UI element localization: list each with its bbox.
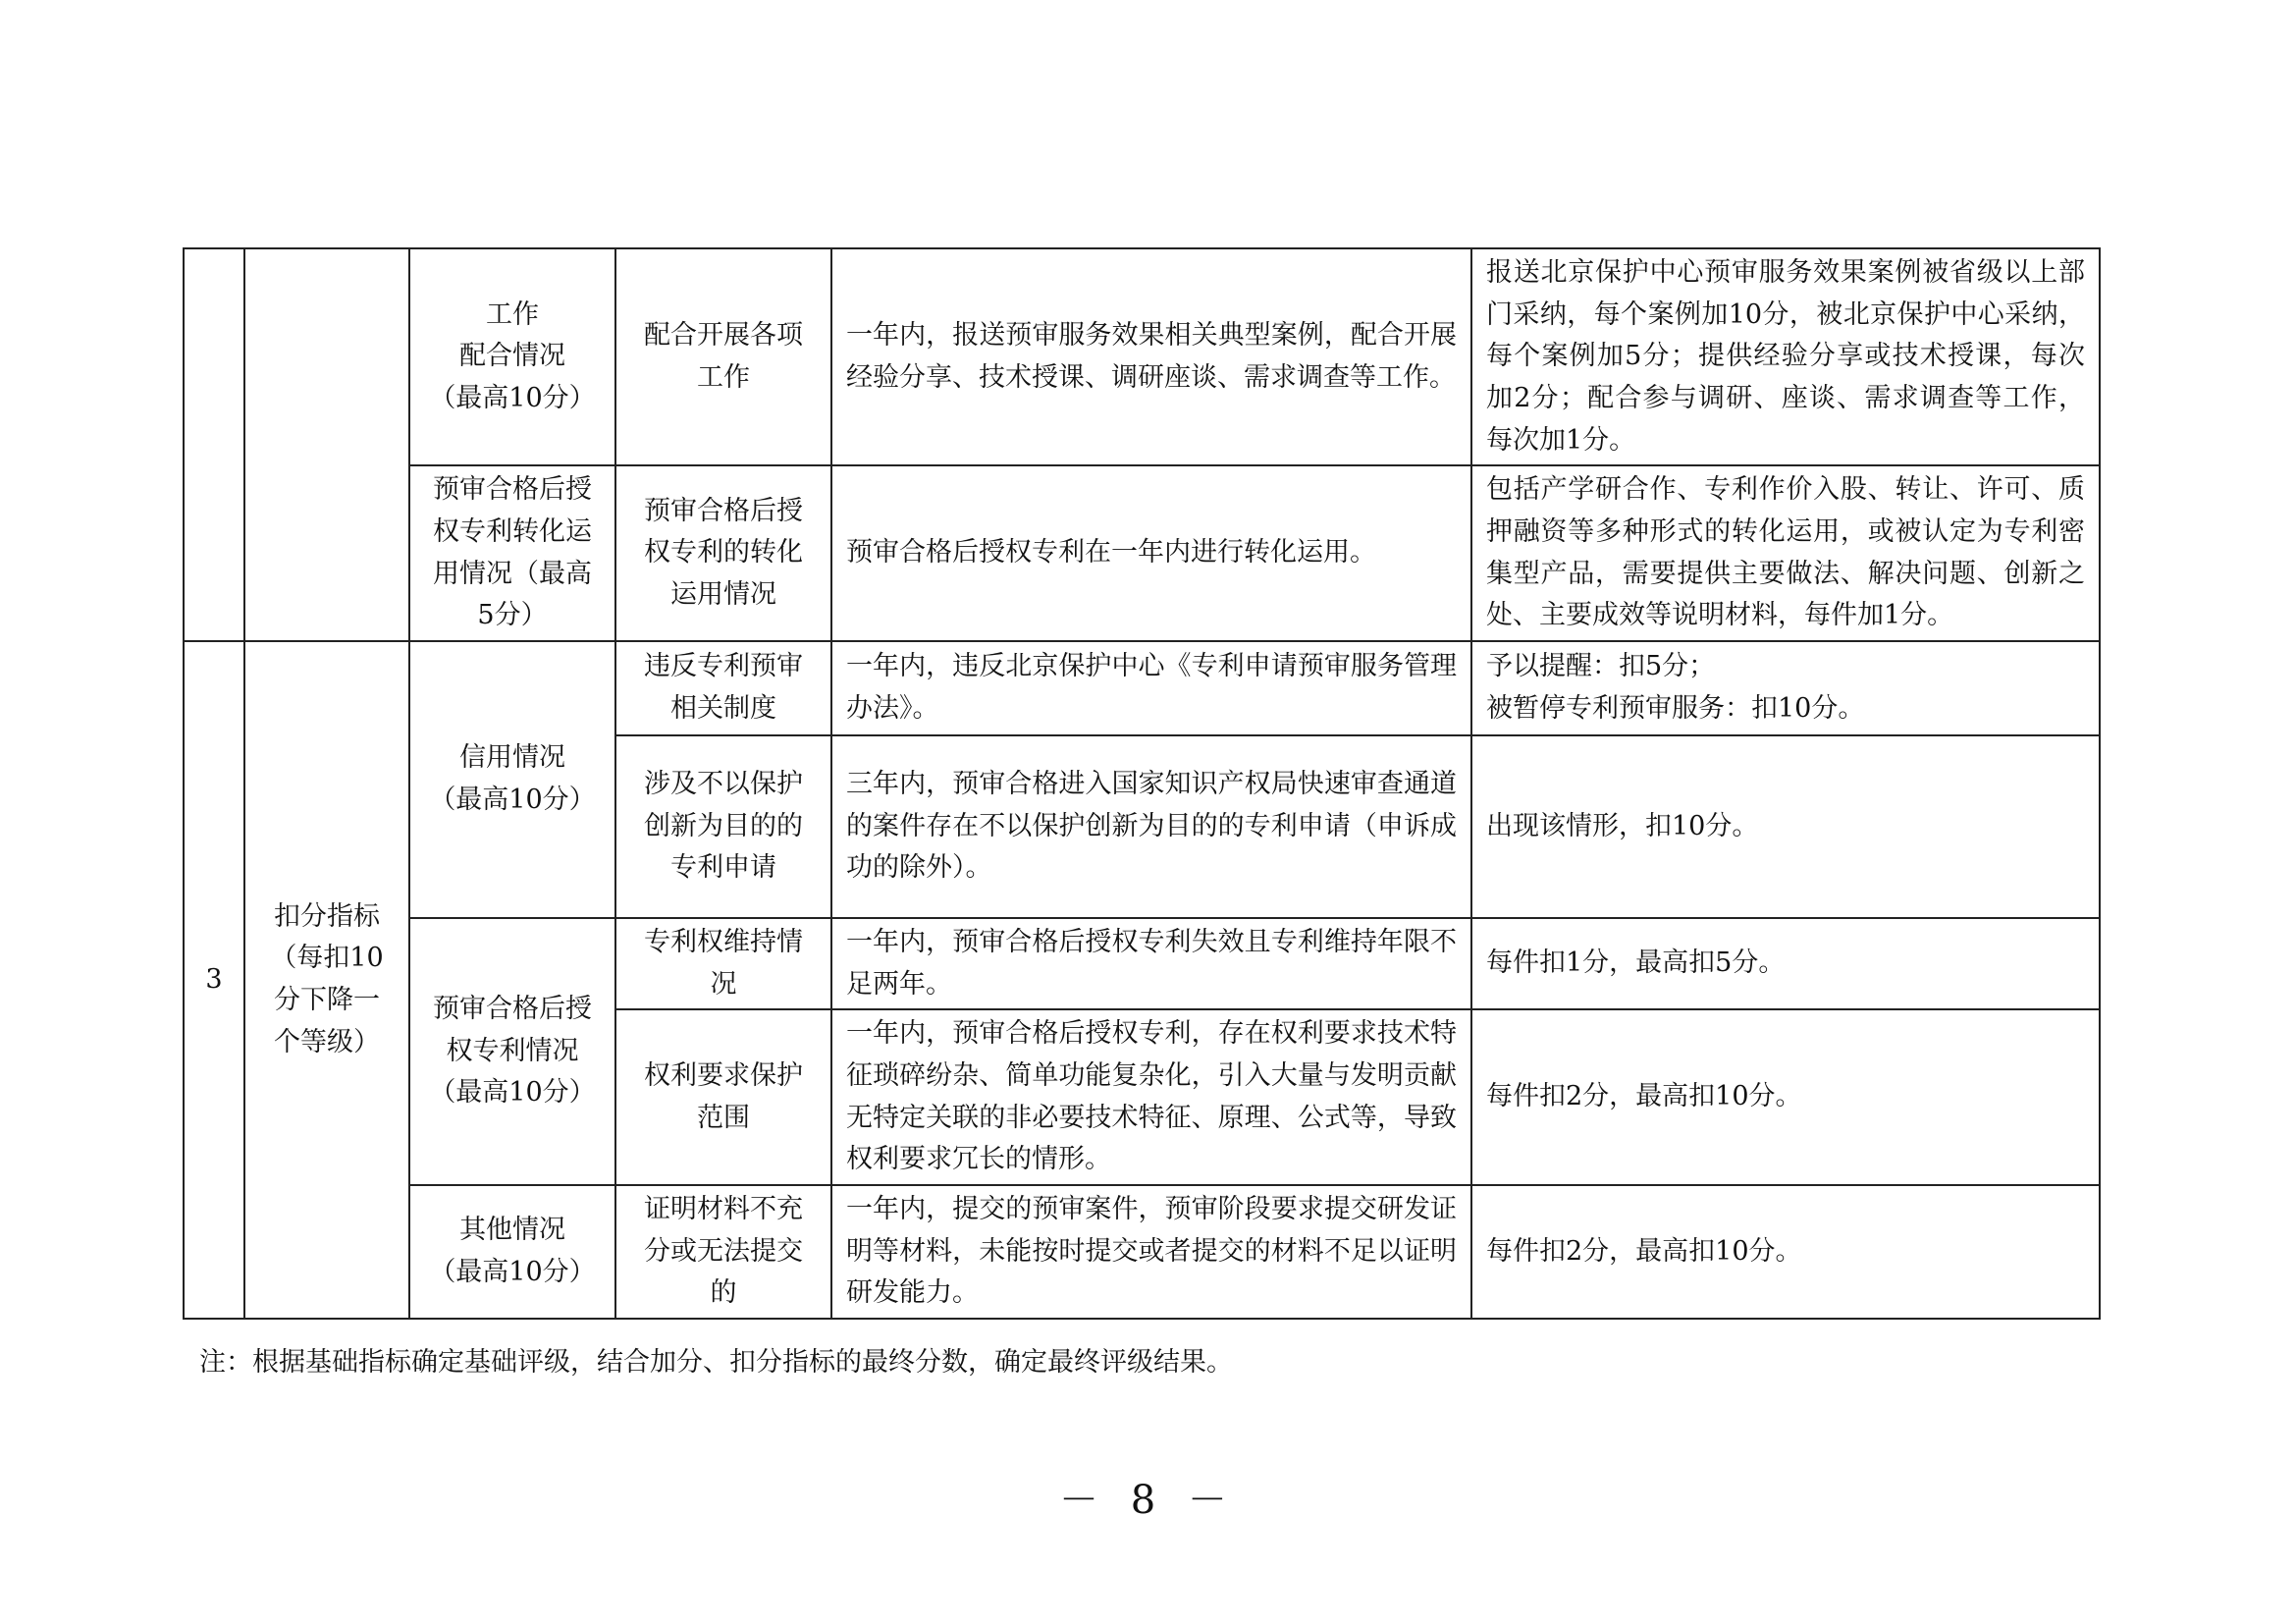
page-number: － 8 －	[1059, 1478, 1237, 1523]
content-cell: 一年内，预审合格后授权专利失效且专利维持年限不足两年。	[831, 918, 1471, 1009]
subitem-cell: 权利要求保护 范围	[615, 1009, 831, 1185]
subitem-cell: 预审合格后授 权专利的转化 运用情况	[615, 465, 831, 641]
subitem-cell: 涉及不以保护 创新为目的的 专利申请	[615, 735, 831, 918]
category-cell	[244, 248, 409, 641]
subitem-cell: 证明材料不充 分或无法提交 的	[615, 1185, 831, 1319]
item-cell: 工作 配合情况 （最高10分）	[409, 248, 615, 465]
scoring-cell: 出现该情形，扣10分。	[1471, 735, 2100, 918]
table-row	[184, 918, 2100, 1009]
subitem-cell: 违反专利预审 相关制度	[615, 641, 831, 735]
subitem-cell: 专利权维持情 况	[615, 918, 831, 1009]
category-cell: 扣分指标 （每扣10 分下降一 个等级）	[244, 641, 409, 1319]
content-cell: 一年内，报送预审服务效果相关典型案例，配合开展经验分享、技术授课、调研座谈、需求调查等工作。	[831, 248, 1471, 465]
content-cell: 一年内，预审合格后授权专利，存在权利要求技术特征琐碎纷杂、简单功能复杂化，引入大量与发明贡献无特定关联的非必要技术特征、原理、公式等，导致权利要求冗长的情形。	[831, 1009, 1471, 1185]
row-number-cell	[184, 248, 244, 641]
scoring-cell: 每件扣2分，最高扣10分。	[1471, 1009, 2100, 1185]
scoring-cell: 报送北京保护中心预审服务效果案例被省级以上部门采纳，每个案例加10分，被北京保护中心采纳，每个案例加5分；提供经验分享或技术授课，每次加2分；配合参与调研、座谈、需求调查等工作，每次加1分。	[1471, 248, 2100, 465]
scoring-cell: 每件扣2分，最高扣10分。	[1471, 1185, 2100, 1319]
item-cell: 预审合格后授 权专利转化运 用情况（最高 5分）	[409, 465, 615, 641]
scoring-cell: 每件扣1分，最高扣5分。	[1471, 918, 2100, 1009]
table-row	[184, 1185, 2100, 1319]
table-row	[184, 465, 2100, 641]
content-cell: 一年内，提交的预审案件，预审阶段要求提交研发证明等材料，未能按时提交或者提交的材料不足以证明研发能力。	[831, 1185, 1471, 1319]
content-cell: 一年内，违反北京保护中心《专利申请预审服务管理办法》。	[831, 641, 1471, 735]
table-row	[184, 641, 2100, 735]
scoring-cell: 包括产学研合作、专利作价入股、转让、许可、质押融资等多种形式的转化运用，或被认定为专利密集型产品，需要提供主要做法、解决问题、创新之处、主要成效等说明材料，每件加1分。	[1471, 465, 2100, 641]
row-number-cell: 3	[184, 641, 244, 1319]
scoring-cell: 予以提醒：扣5分； 被暂停专利预审服务：扣10分。	[1471, 641, 2100, 735]
item-cell: 预审合格后授 权专利情况 （最高10分）	[409, 918, 615, 1185]
table-row	[184, 248, 2100, 465]
footnote: 注：根据基础指标确定基础评级，结合加分、扣分指标的最终分数，确定最终评级结果。	[199, 1347, 1233, 1378]
subitem-cell: 配合开展各项 工作	[615, 248, 831, 465]
item-cell: 信用情况 （最高10分）	[409, 641, 615, 918]
evaluation-table	[183, 247, 2101, 1320]
item-cell: 其他情况 （最高10分）	[409, 1185, 615, 1319]
content-cell: 预审合格后授权专利在一年内进行转化运用。	[831, 465, 1471, 641]
content-cell: 三年内，预审合格进入国家知识产权局快速审查通道的案件存在不以保护创新为目的的专利申请（申诉成功的除外）。	[831, 735, 1471, 918]
